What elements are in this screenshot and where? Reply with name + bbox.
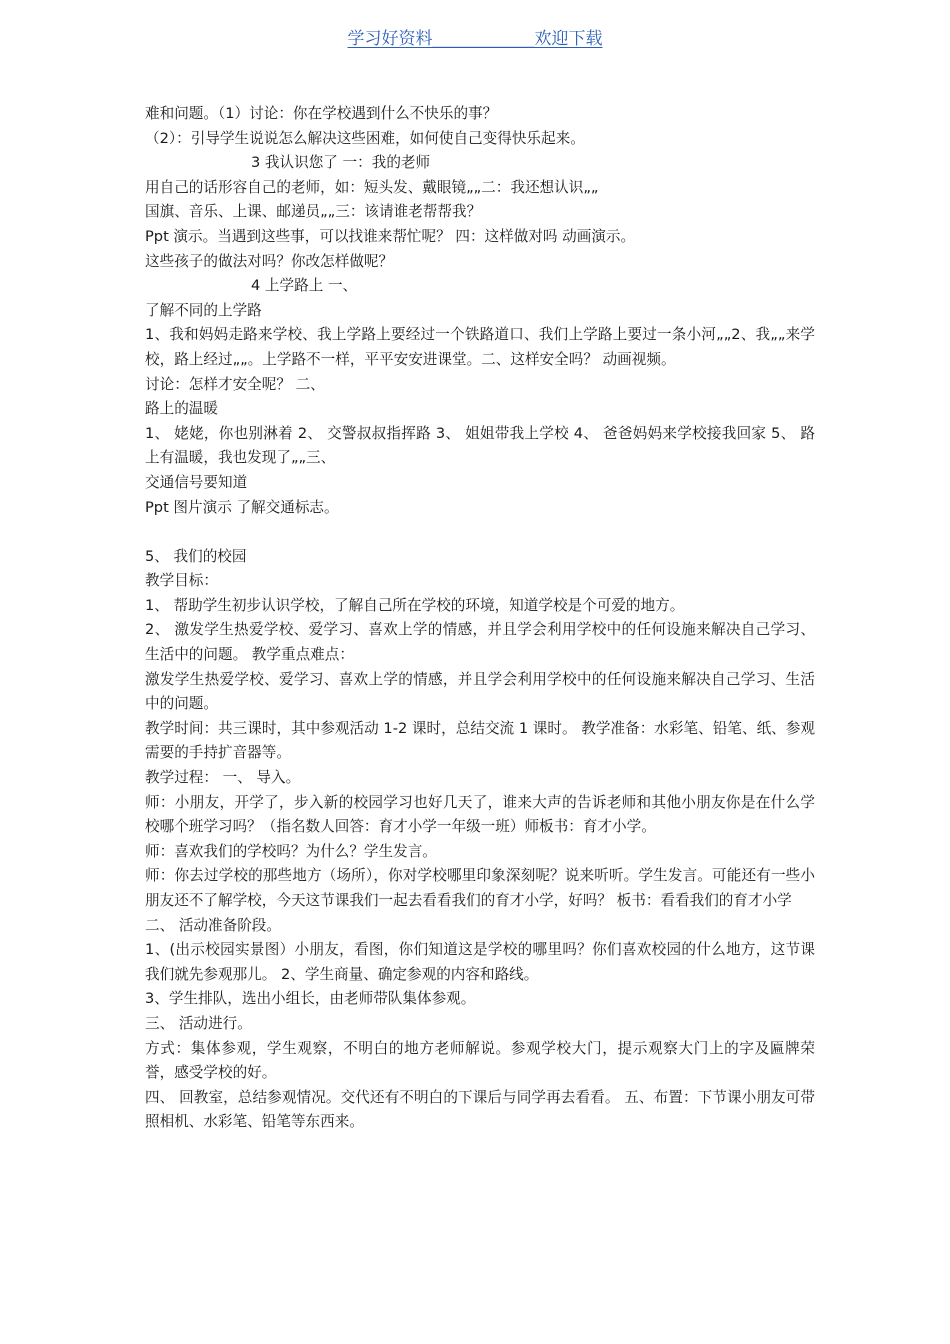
paragraph: 师：你去过学校的那些地方（场所），你对学校哪里印象深刻呢？说来听听。学生发言。可能还有一些小朋友还不了解学校，今天这节课我们一起去看看我们的育才小学，好吗？ 板书：看看我们的育才小学 [145, 867, 815, 909]
paragraph: 讨论：怎样才安全呢？ 二、 [145, 375, 325, 393]
paragraph: 难和问题。（1）讨论：你在学校遇到什么不快乐的事？ [145, 105, 498, 122]
paragraph: （2）：引导学生说说怎么解决这些困难，如何使自己变得快乐起来。 [145, 129, 585, 147]
paragraph: 3 我认识您了 一：我的老师 [251, 154, 431, 172]
blank-line [145, 520, 815, 545]
paragraph: 交通信号要知道 [145, 473, 248, 491]
paragraph: 教学过程： 一、 导入。 [145, 769, 301, 787]
paragraph: 国旗、音乐、上课、邮递员„„三：该请谁老帮帮我？ [145, 203, 482, 221]
paragraph: 用自己的话形容自己的老师，如：短头发、戴眼镜„„二：我还想认识„„ [145, 178, 599, 196]
paragraph: 三、 活动进行。 [145, 1014, 252, 1032]
paragraph: Ppt 图片演示 了解交通标志。 [145, 498, 339, 516]
paragraph: 这些孩子的做法对吗？你改怎样做呢？ [145, 252, 394, 270]
paragraph: 路上的温暖 [145, 400, 218, 418]
paragraph: 1、(出示校园实景图）小朋友，看图，你们知道这是学校的哪里吗？你们喜欢校园的什么地方，这节课我们就先参观那儿。 2、学生商量、确定参观的内容和路线。 [145, 941, 815, 983]
document-body [145, 102, 815, 1135]
paragraph: 了解不同的上学路 [145, 301, 262, 319]
page-header [0, 24, 950, 49]
paragraph: 教学时间：共三课时，其中参观活动 1-2 课时，总结交流 1 课时。 教学准备：水彩笔、铅笔、纸、参观需要的手持扩音器等。 [145, 719, 815, 762]
paragraph: 四、 回教室，总结参观情况。交代还有不明白的下课后与同学再去看看。 五、布置：下节课小朋友可带照相机、水彩笔、铅笔等东西来。 [145, 1088, 815, 1131]
header-underline-gap: ____________ [432, 29, 535, 49]
paragraph: 1、 帮助学生初步认识学校，了解自己所在学校的环境，知道学校是个可爱的地方。 [145, 596, 685, 614]
header-right-text: 欢迎下载 [534, 29, 603, 49]
paragraph: 激发学生热爱学校、爱学习、喜欢上学的情感，并且学会利用学校中的任何设施来解决自己学习、生活中的问题。 [145, 670, 815, 713]
paragraph: 3、学生排队，选出小组长，由老师带队集体参观。 [145, 990, 476, 1008]
paragraph: 1、我和妈妈走路来学校、我上学路上要经过一个铁路道口、我们上学路上要过一条小河„„2、我„„来学校，路上经过„„。上学路不一样，平平安安进课堂。二、这样安全吗？ 动画视频。 [145, 326, 815, 368]
paragraph: 师：小朋友，开学了，步入新的校园学习也好几天了，谁来大声的告诉老师和其他小朋友你是在什么学校哪个班学习吗？（指名数人回答：育才小学一年级一班）师板书：育才小学。 [145, 793, 815, 836]
paragraph: 二、 活动准备阶段。 [145, 916, 281, 934]
paragraph: 师：喜欢我们的学校吗？为什么？学生发言。 [145, 842, 437, 860]
paragraph: 教学目标： [145, 572, 218, 590]
paragraph: 5、 我们的校园 [145, 547, 247, 565]
header-left-text: 学习好资料 [347, 29, 433, 49]
paragraph: Ppt 演示。当遇到这些事，可以找谁来帮忙呢？ 四：这样做对吗 动画演示。 [145, 227, 636, 245]
paragraph: 1、 姥姥，你也别淋着 2、 交警叔叔指挥路 3、 姐姐带我上学校 4、 爸爸妈妈来学校接我回家 5、 路上有温暖，我也发现了„„三、 [145, 424, 815, 467]
paragraph: 4 上学路上 一、 [251, 277, 358, 295]
paragraph: 方式：集体参观，学生观察，不明白的地方老师解说。参观学校大门，提示观察大门上的字及匾牌荣誉，感受学校的好。 [145, 1039, 815, 1082]
paragraph: 2、 激发学生热爱学校、爱学习、喜欢上学的情感，并且学会利用学校中的任何设施来解决自己学习、生活中的问题。 教学重点难点： [145, 621, 815, 664]
